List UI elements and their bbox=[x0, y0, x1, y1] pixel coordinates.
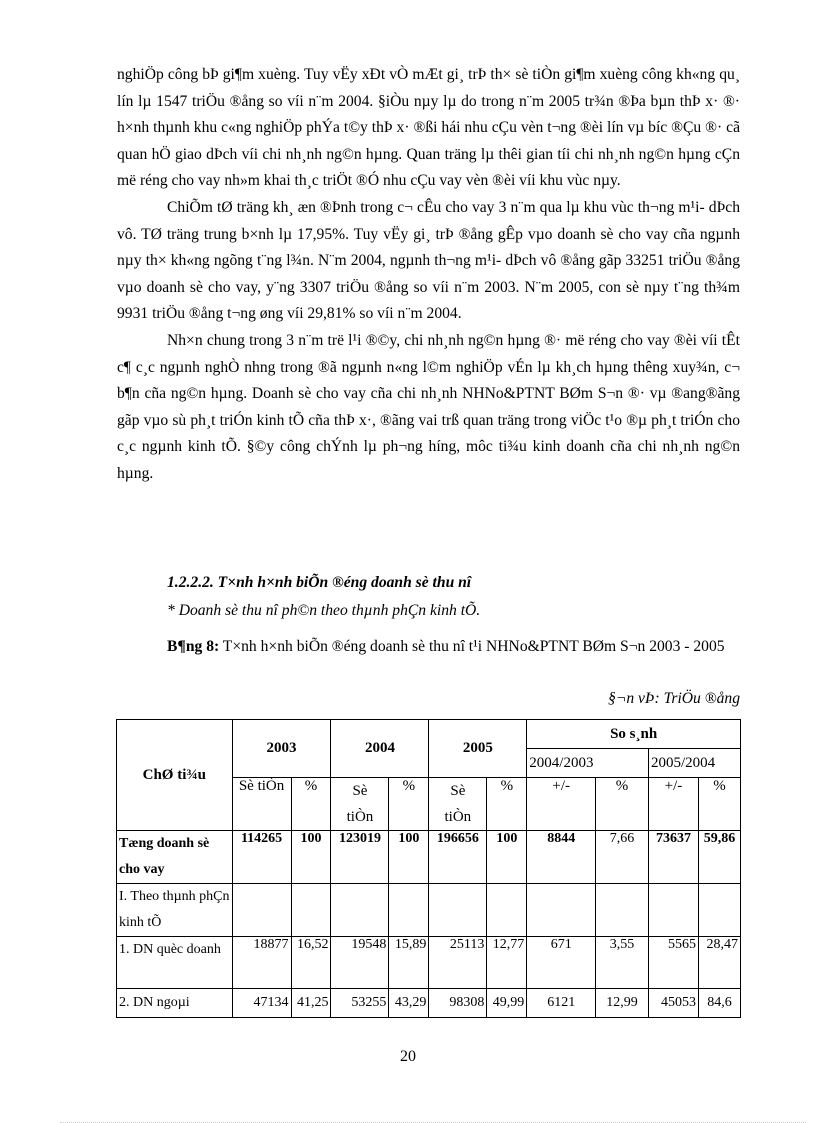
header-year-2005: 2005 bbox=[429, 720, 527, 778]
cell: 100 bbox=[487, 831, 527, 884]
subheader-pct: % bbox=[596, 778, 649, 831]
unit-note: §¬n vÞ: TriÖu ®ång bbox=[608, 690, 740, 707]
table-caption-text: T×nh h×nh biÕn ®éng doanh sè thu nî t¹i NHNo&PTNT BØm S¬n 2003 - 2005 bbox=[219, 638, 725, 655]
header-year-2004: 2004 bbox=[331, 720, 429, 778]
cell: 196656 bbox=[429, 831, 487, 884]
table-row bbox=[117, 831, 741, 884]
paragraph-3: Nh×n chung trong 3 n¨m trë l¹i ®©y, chi nh¸nh ng©n hµng ®· më réng cho vay ®èi víi tÊt c¶ c¸c ngµnh nghÒ nhng trong ®ã ngµnh n«ng l©m nghiÖp vÉn lµ kh¸ch hµng thêng xuy¾n, c¬ b¶n cña ng©n hµng. Doanh sè cho vay cña chi nh¸nh NHNo&PTNT BØm S¬n ®· vµ ®ang®ãng gãp vµo sù ph¸t triÓn kinh tÕ cña thÞ x·, ®ãng vai trß quan träng trong viÖc t¹o ®µ ph¸t triÓn cho c¸c ngµnh kinh tÕ. §©y công chÝnh lµ ph¬ng híng, môc ti¾u kinh doanh cña chi nh¸nh ng©n hµng. bbox=[117, 331, 740, 482]
subheader-diff: +/- bbox=[527, 778, 596, 831]
cell bbox=[487, 884, 527, 937]
cell: 41,25 bbox=[291, 989, 331, 1018]
row-label: I. Theo thµnh phÇn kinh tÕ bbox=[117, 884, 233, 937]
paragraph-2: ChiÕm tØ träng kh¸ æn ®Þnh trong c¬ cÊu cho vay 3 n¨m qua lµ khu vùc th¬ng m¹i- dÞch vô. TØ träng trung b×nh lµ 17,95%. Tuy vËy gi¸ trÞ ®ång gÊp vµo doanh sè cho vay cña ngµnh nµy th× kh«ng ngõng t¨ng l¾n. N¨m 2004, ngµnh th¬ng m¹i- dÞch vô ®ång gãp 33251 triÖu ®ång vµo doanh sè cho vay, y¨ng 3307 triÖu ®ång so víi n¨m 2003. N¨m 2005, con sè nµy t¨ng th¾m 9931 triÖu ®ång t¬ng øng víi 29,81% so víi n¨m 2004. bbox=[117, 198, 740, 323]
cell bbox=[331, 884, 389, 937]
cell: 18877 bbox=[232, 937, 291, 989]
row-label: 1. DN quèc doanh bbox=[117, 937, 233, 989]
cell: 59,86 bbox=[698, 831, 740, 884]
cell: 123019 bbox=[331, 831, 389, 884]
cell bbox=[527, 884, 596, 937]
body-text bbox=[117, 62, 740, 488]
cell: 3,55 bbox=[596, 937, 649, 989]
cell: 28,47 bbox=[698, 937, 740, 989]
cell: 84,6 bbox=[698, 989, 740, 1018]
paragraph-1: nghiÖp công bÞ gi¶m xuèng. Tuy vËy xÐt vÒ mÆt gi¸ trÞ th× sè tiÒn gi¶m xuèng công kh«ng qu¸ lín lµ 1547 triÖu ®ång so víi n¨m 2004. §iÒu nµy lµ do trong n¨m 2005 tr¾n ®Þa bµn thÞ x· ®· h×nh thµnh khu c«ng nghiÖp phÝa t©y thÞ x· ®ßi hái nhu cÇu vèn t¬ng ®èi lín vµ bíc ®Çu ®· cã quan hÖ giao dÞch víi chi nh¸nh ng©n hµng. Quan träng lµ thêi gian tíi chi nh¸nh ng©n hµng cÇn më réng cho vay nh»m khai th¸c triÖt ®Ó nhu cÇu vay vèn ®èi víi khu vùc nµy. bbox=[117, 66, 740, 190]
subheader-pct: % bbox=[698, 778, 740, 831]
table-caption-label: B¶ng 8: bbox=[167, 638, 220, 655]
subheader-pct: % bbox=[389, 778, 429, 831]
cell: 53255 bbox=[331, 989, 389, 1018]
subheader-pct: % bbox=[487, 778, 527, 831]
subheader-diff: +/- bbox=[649, 778, 699, 831]
table-row bbox=[117, 884, 741, 937]
cell: 19548 bbox=[331, 937, 389, 989]
cell bbox=[232, 884, 291, 937]
cell bbox=[698, 884, 740, 937]
cell: 25113 bbox=[429, 937, 487, 989]
row-label: 2. DN ngoµi bbox=[117, 989, 233, 1018]
data-table bbox=[116, 719, 741, 1018]
cell: 47134 bbox=[232, 989, 291, 1018]
cell: 73637 bbox=[649, 831, 699, 884]
section-heading: 1.2.2.2. T×nh h×nh biÕn ®éng doanh sè thu nî bbox=[167, 574, 472, 591]
cell bbox=[291, 884, 331, 937]
cell bbox=[389, 884, 429, 937]
cell bbox=[649, 884, 699, 937]
cell: 114265 bbox=[232, 831, 291, 884]
cell: 15,89 bbox=[389, 937, 429, 989]
subheader-amount: Sè tiÒn bbox=[429, 778, 487, 831]
cell: 49,99 bbox=[487, 989, 527, 1018]
cell bbox=[429, 884, 487, 937]
subheader-amount: Sè tiÒn bbox=[331, 778, 389, 831]
subheader-pct: % bbox=[291, 778, 331, 831]
cell: 671 bbox=[527, 937, 596, 989]
table-caption bbox=[117, 632, 740, 662]
table-row bbox=[117, 989, 741, 1018]
cell: 98308 bbox=[429, 989, 487, 1018]
page-number: 20 bbox=[400, 1048, 416, 1065]
cell: 100 bbox=[291, 831, 331, 884]
cell: 16,52 bbox=[291, 937, 331, 989]
cell: 6121 bbox=[527, 989, 596, 1018]
header-indicator: ChØ ti¾u bbox=[117, 720, 233, 831]
cell: 43,29 bbox=[389, 989, 429, 1018]
subheader-amount: Sè tiÒn bbox=[232, 778, 291, 831]
table-row bbox=[117, 937, 741, 989]
cell: 12,99 bbox=[596, 989, 649, 1018]
header-year-2003: 2003 bbox=[232, 720, 331, 778]
header-period-2: 2005/2004 bbox=[649, 749, 741, 778]
cell: 45053 bbox=[649, 989, 699, 1018]
cell: 7,66 bbox=[596, 831, 649, 884]
header-compare: So s¸nh bbox=[527, 720, 741, 749]
row-label: Tæng doanh sè cho vay bbox=[117, 831, 233, 884]
cell: 8844 bbox=[527, 831, 596, 884]
header-period-1: 2004/2003 bbox=[527, 749, 649, 778]
cell: 5565 bbox=[649, 937, 699, 989]
cell: 12,77 bbox=[487, 937, 527, 989]
cell: 100 bbox=[389, 831, 429, 884]
cell bbox=[596, 884, 649, 937]
sub-heading: * Doanh sè thu nî ph©n theo thµnh phÇn kinh tÕ. bbox=[167, 602, 481, 619]
